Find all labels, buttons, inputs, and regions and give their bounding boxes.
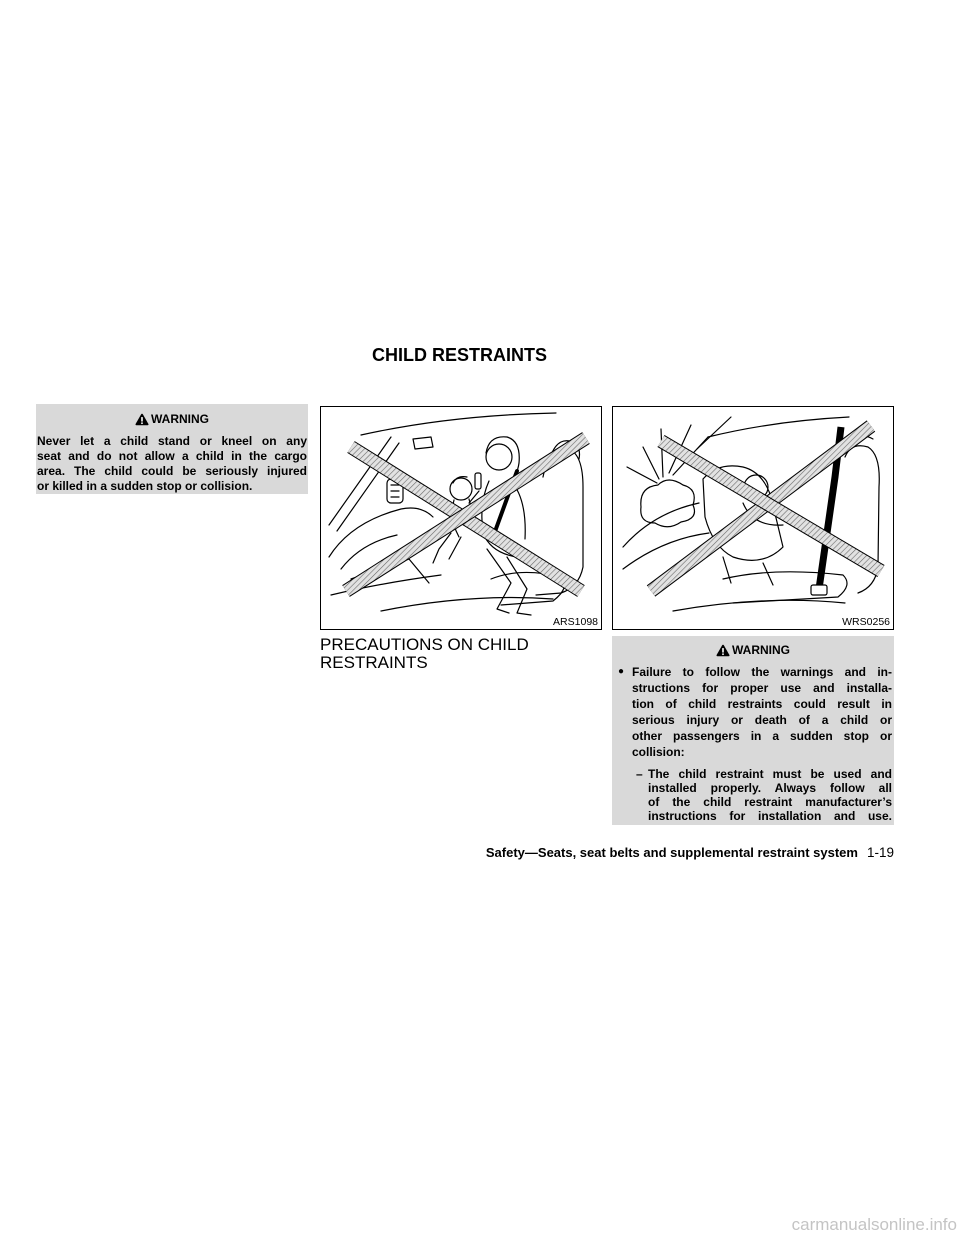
- figure-code: ARS1098: [553, 616, 598, 628]
- warning-text-line: tion of child restraints could result in: [632, 696, 892, 711]
- warning-text-line: installed properly. Always follow all: [648, 781, 892, 795]
- warning-box-left: [36, 404, 308, 494]
- warning-bullet-text: [632, 664, 892, 760]
- warning-sub-text: [648, 767, 892, 823]
- warning-text-line: other passengers in a sudden stop or: [632, 728, 892, 743]
- page-footer: [486, 845, 894, 860]
- warning-text-line: structions for proper use and installa-: [632, 680, 892, 695]
- subsection-title: [320, 636, 529, 672]
- warning-text-line: area. The child could be seriously injured: [37, 464, 307, 478]
- section-heading: CHILD RESTRAINTS: [372, 345, 547, 365]
- dash-marker: –: [636, 767, 643, 781]
- warning-text-line: seat and do not allow a child in the cargo: [37, 449, 307, 463]
- warning-triangle-icon: [716, 644, 730, 657]
- child-held-on-lap-prohibited-illustration: [321, 407, 601, 629]
- warning-text-line: Never let a child stand or kneel on any: [37, 434, 307, 448]
- figure-code: WRS0256: [842, 616, 890, 628]
- warning-text-line: Failure to follow the warnings and in-: [632, 664, 892, 679]
- figure-child-seat-airbag: [612, 406, 894, 630]
- subsection-title-line: PRECAUTIONS ON CHILD: [320, 635, 529, 654]
- watermark: carmanualsonline.info: [791, 1215, 957, 1234]
- child-seat-in-front-of-airbag-prohibited-illustration: [613, 407, 893, 629]
- warning-text-line: collision:: [632, 744, 685, 759]
- warning-title: WARNING: [732, 643, 790, 657]
- warning-header: [36, 410, 308, 428]
- footer-section-title: Safety—Seats, seat belts and supplemental restraint system: [485, 845, 858, 860]
- figure-child-on-lap: [320, 406, 602, 630]
- warning-text-line: or killed in a sudden stop or collision.: [37, 479, 253, 493]
- warning-triangle-icon: [135, 413, 149, 426]
- prohibited-x-mark: [651, 426, 881, 591]
- warning-header: [612, 641, 894, 659]
- page-number: 1-19: [866, 845, 894, 860]
- warning-text-line: instructions for installation and use.: [648, 809, 892, 823]
- subsection-title-line: RESTRAINTS: [320, 653, 428, 672]
- warning-text-line: serious injury or death of a child or: [632, 712, 892, 727]
- warning-box-right: [612, 636, 894, 825]
- warning-title: WARNING: [151, 412, 209, 426]
- bullet-icon: ●: [618, 665, 625, 677]
- warning-text-line: of the child restraint manufacturer’s: [648, 795, 892, 809]
- warning-text-line: The child restraint must be used and: [648, 767, 892, 781]
- warning-text: [37, 434, 307, 494]
